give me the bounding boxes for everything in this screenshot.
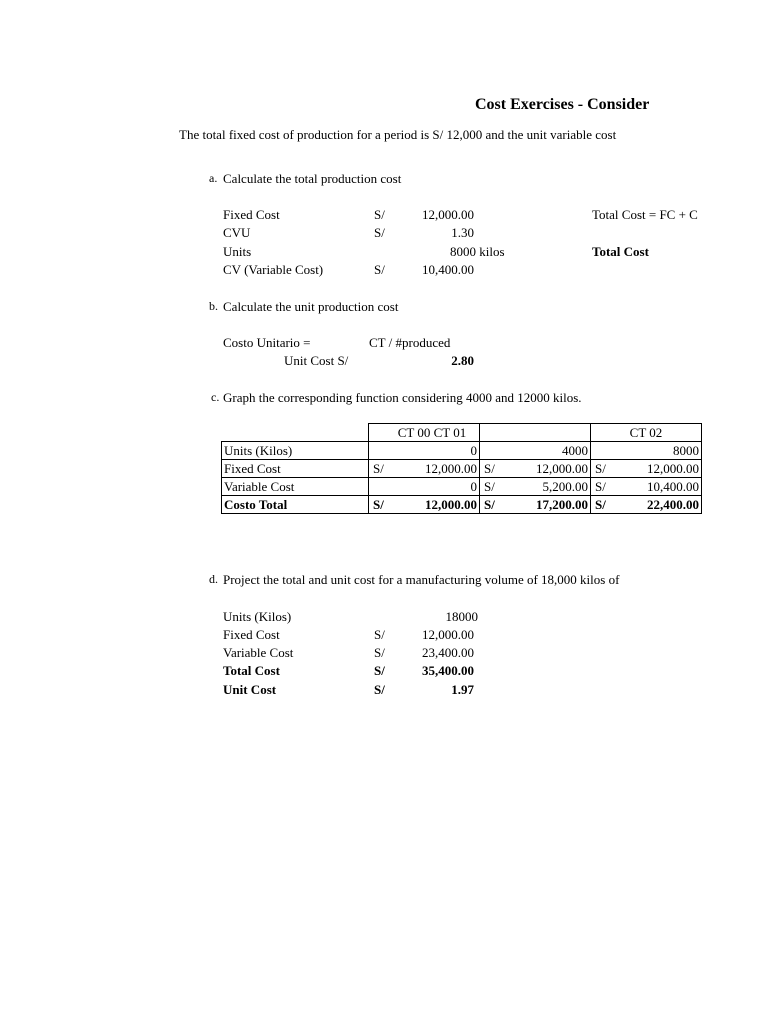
part-a-marker: a.: [209, 171, 218, 185]
table-cell-currency: S/: [480, 460, 506, 478]
variable-cost-value: 10,400.00: [422, 262, 474, 277]
fixed-cost-value: 12,000.00: [422, 207, 474, 222]
part-b-marker: b.: [209, 299, 218, 313]
table-cell-value: 22,400.00: [617, 496, 702, 514]
cvu-value: 1.30: [451, 225, 474, 240]
table-row: [222, 442, 702, 460]
table-cell-currency: S/: [369, 460, 395, 478]
unit-cost-formula-value: CT / #produced: [369, 335, 451, 350]
cvu-label: CVU: [223, 225, 251, 240]
table-cell-value: 8000: [617, 442, 702, 460]
table-cell-currency: S/: [591, 496, 617, 514]
part-c-heading: Graph the corresponding function considering 4000 and 12000 kilos.: [223, 390, 582, 405]
table-header-blank: [222, 424, 369, 442]
total-cost-label: Total Cost: [592, 244, 649, 259]
table-cell-currency: S/: [369, 496, 395, 514]
table-cell-value: 12,000.00: [395, 496, 480, 514]
fixed-cost-label: Fixed Cost: [223, 207, 280, 222]
table-header-ct00-ct01-text: CT 00 CT 01: [397, 425, 467, 440]
variable-cost-currency: S/: [374, 262, 385, 277]
d-fixed-cost-currency: S/: [374, 627, 385, 642]
table-header-ct00-ct01: [369, 424, 480, 442]
table-cell-currency: S/: [480, 496, 506, 514]
part-d-heading: Project the total and unit cost for a manufacturing volume of 18,000 kilos of: [223, 572, 620, 587]
d-units-label: Units (Kilos): [223, 609, 292, 624]
d-total-cost-value: 35,400.00: [422, 663, 474, 678]
table-row-label: Units (Kilos): [222, 442, 369, 460]
d-unit-cost-label: Unit Cost: [223, 682, 277, 697]
table-cell-currency: [591, 442, 617, 460]
table-cell-value: 0: [395, 478, 480, 496]
table-cell-value: 5,200.00: [506, 478, 591, 496]
part-c-marker: c.: [211, 390, 220, 404]
table-cell-value: 10,400.00: [617, 478, 702, 496]
part-b-heading: Calculate the unit production cost: [223, 299, 399, 314]
variable-cost-label: CV (Variable Cost): [223, 262, 324, 277]
unit-cost-formula-label: Costo Unitario =: [223, 335, 311, 350]
table-cell-value: 17,200.00: [506, 496, 591, 514]
table-cell-currency: [369, 442, 395, 460]
intro-text: The total fixed cost of production for a period is S/ 12,000 and the unit variable cost: [179, 127, 617, 142]
table-row: [222, 478, 702, 496]
table-cell-currency: S/: [480, 478, 506, 496]
table-row-label: Fixed Cost: [222, 460, 369, 478]
page-title: Cost Exercises - Consider: [475, 96, 650, 113]
table-header-ct02: CT 02: [591, 424, 702, 442]
table-row-label: Variable Cost: [222, 478, 369, 496]
d-total-cost-label: Total Cost: [223, 663, 280, 678]
units-value: 8000 kilos: [450, 244, 505, 259]
unit-cost-label: Unit Cost S/: [284, 353, 349, 368]
table-cell-value: 0: [395, 442, 480, 460]
table-cell-currency: [369, 478, 395, 496]
table-cell-currency: S/: [591, 460, 617, 478]
table-cell-value: 12,000.00: [617, 460, 702, 478]
d-unit-cost-value: 1.97: [451, 682, 474, 697]
total-cost-formula: Total Cost = FC + C: [592, 207, 698, 222]
d-units-value: 18000: [445, 609, 478, 624]
table-cell-currency: S/: [591, 478, 617, 496]
cvu-currency: S/: [374, 225, 385, 240]
fixed-cost-currency: S/: [374, 207, 385, 222]
table-header-row: [222, 424, 702, 442]
d-fixed-cost-label: Fixed Cost: [223, 627, 280, 642]
d-unit-cost-currency: S/: [374, 682, 385, 697]
cost-comparison-table: [221, 423, 702, 514]
unit-cost-value: 2.80: [451, 353, 474, 368]
units-label: Units: [223, 244, 252, 259]
d-variable-cost-currency: S/: [374, 645, 385, 660]
d-variable-cost-label: Variable Cost: [223, 645, 294, 660]
table-total-row: [222, 496, 702, 514]
table-row: [222, 460, 702, 478]
table-header-empty: [480, 424, 591, 442]
table-cell-value: 12,000.00: [506, 460, 591, 478]
table-cell-value: 12,000.00: [395, 460, 480, 478]
part-a-heading: Calculate the total production cost: [223, 171, 402, 186]
table-cell-value: 4000: [506, 442, 591, 460]
d-total-cost-currency: S/: [374, 663, 385, 678]
d-variable-cost-value: 23,400.00: [422, 645, 474, 660]
table-row-label: Costo Total: [222, 496, 369, 514]
table-cell-currency: [480, 442, 506, 460]
part-d-marker: d.: [209, 572, 218, 586]
d-fixed-cost-value: 12,000.00: [422, 627, 474, 642]
